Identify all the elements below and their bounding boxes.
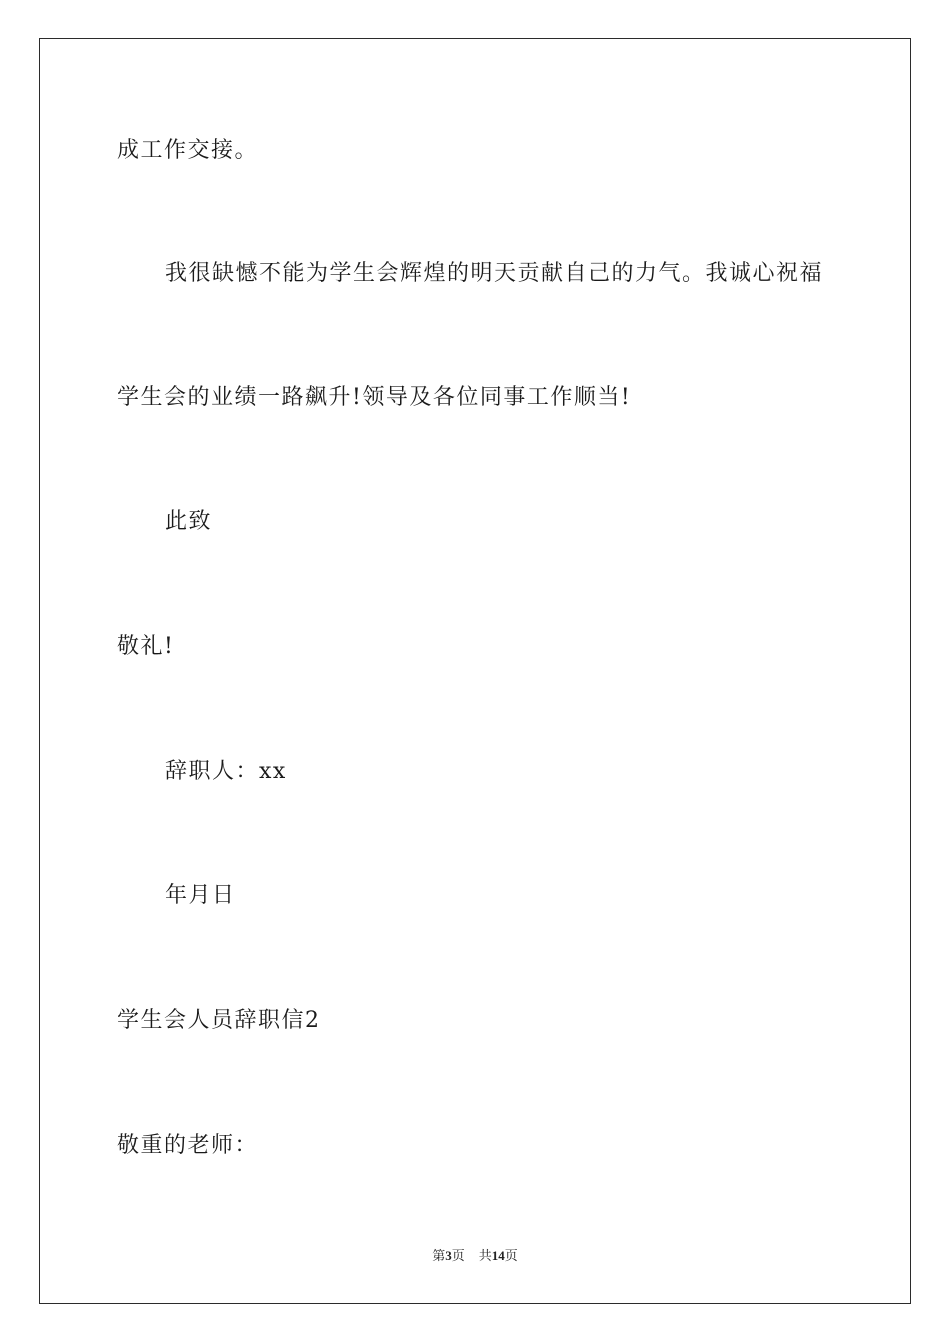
page-number: 3 — [445, 1248, 452, 1263]
signature-line: 辞职人：xx — [165, 759, 287, 784]
page-footer — [0, 1247, 950, 1265]
page-suffix: 页 — [451, 1248, 465, 1263]
body-line-1: 成工作交接。 — [117, 138, 259, 163]
page-prefix: 第 — [432, 1248, 446, 1263]
body-line-3: 学生会的业绩一路飙升!领导及各位同事工作顺当! — [117, 385, 632, 410]
date-line: 年月日 — [165, 883, 236, 908]
total-suffix: 页 — [504, 1248, 518, 1263]
body-line-2: 我很缺憾不能为学生会辉煌的明天贡献自己的力气。我诚心祝福 — [165, 261, 824, 286]
section-title: 学生会人员辞职信2 — [117, 1008, 321, 1033]
closing-salutation: 此致 — [165, 509, 213, 534]
closing-regards: 敬礼! — [117, 634, 175, 659]
total-pages: 14 — [491, 1248, 505, 1263]
total-prefix: 共 — [478, 1248, 492, 1263]
greeting-line: 敬重的老师： — [117, 1133, 259, 1158]
page-border — [39, 38, 911, 1304]
